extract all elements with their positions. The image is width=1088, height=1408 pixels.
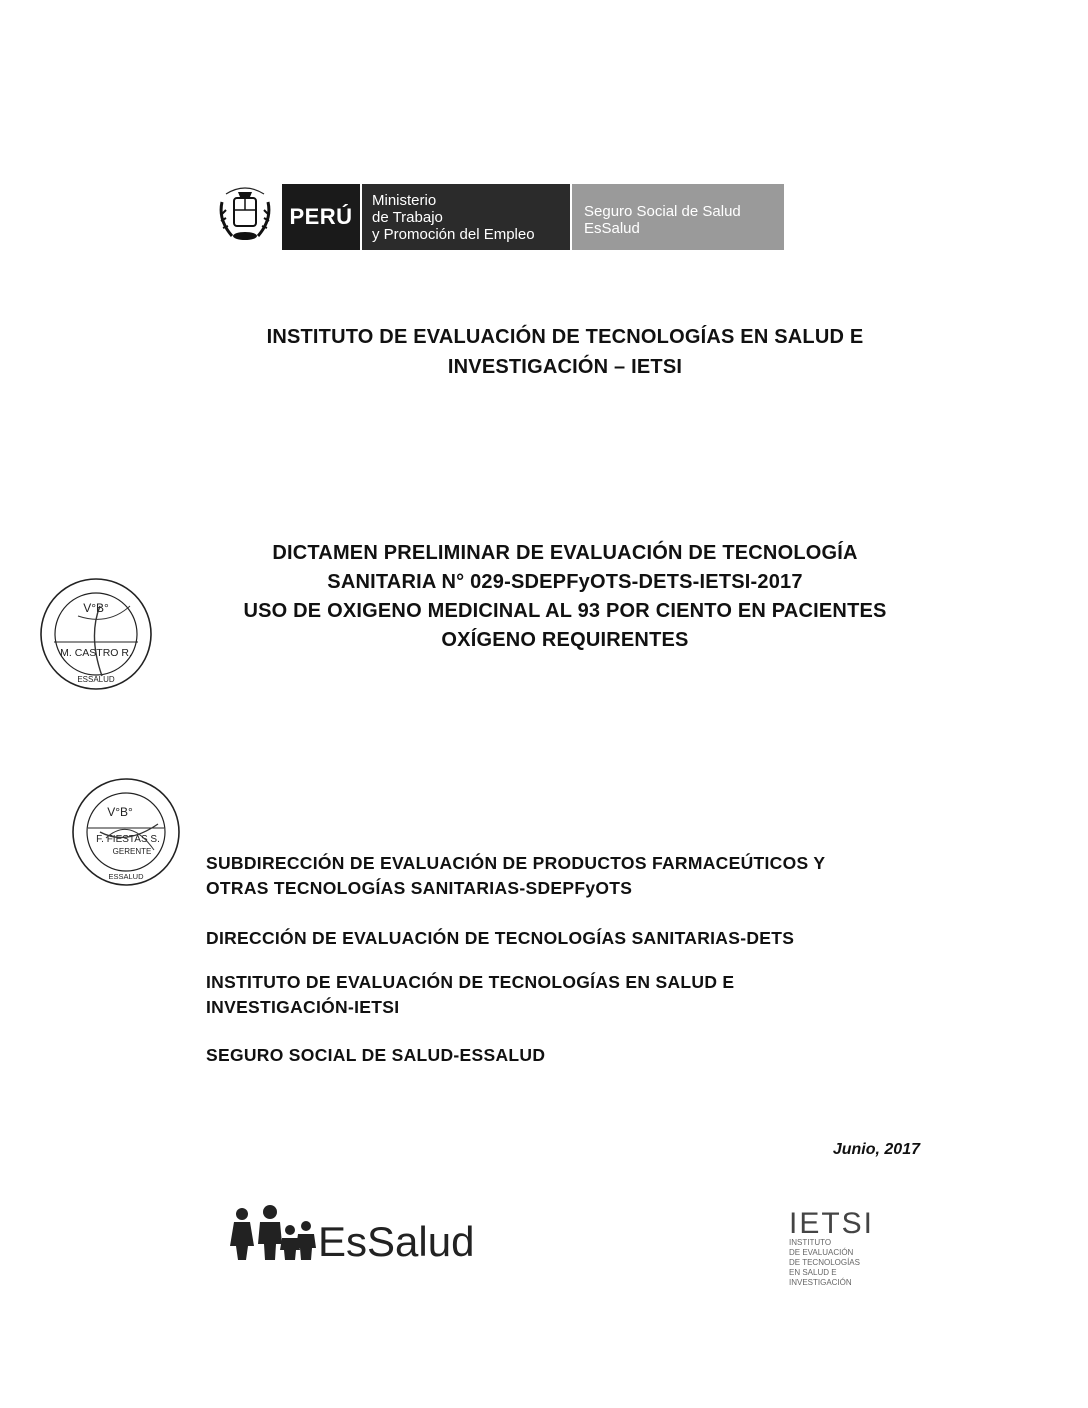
stamp-vb-text: V°B° <box>107 805 133 819</box>
document-date: Junio, 2017 <box>832 1141 920 1158</box>
ietsi-sub-line: INVESTIGACIÓN <box>789 1278 852 1287</box>
stamp-role-text: GERENTE <box>112 847 152 856</box>
ietsi-sub-line: INSTITUTO <box>789 1238 832 1247</box>
institute-title <box>200 322 930 382</box>
approval-stamp-fiestas <box>70 776 182 888</box>
ietsi-sub-line: EN SALUD E <box>789 1268 837 1277</box>
authority-block <box>206 926 926 951</box>
essalud-banner-label <box>572 184 784 250</box>
title-line: OXÍGENO REQUIRENTES <box>441 629 689 651</box>
title-line: USO DE OXIGENO MEDICINAL AL 93 POR CIENTO EN PACIENTES <box>243 600 887 622</box>
title-line: SANITARIA N° 029-SDEPFyOTS-DETS-IETSI-2017 <box>327 571 803 593</box>
essalud-line: Seguro Social de Salud <box>584 203 741 220</box>
peru-coat-of-arms-icon <box>212 180 278 252</box>
stamp-name-text: M. CASTRO R. <box>60 647 132 659</box>
peru-label: PERÚ <box>282 184 360 250</box>
approval-stamp-castro <box>38 576 154 692</box>
authority-line: SEGURO SOCIAL DE SALUD-ESSALUD <box>206 1045 546 1065</box>
essalud-logo-text: EsSalud <box>318 1218 475 1265</box>
ministry-line: y Promoción del Empleo <box>372 226 535 243</box>
authority-line: OTRAS TECNOLOGÍAS SANITARIAS-SDEPFyOTS <box>206 878 633 898</box>
authority-block <box>206 851 926 901</box>
stamp-vb-text: V°B° <box>83 601 109 615</box>
stamp-footer-text: ESSALUD <box>108 872 144 881</box>
authority-block <box>206 970 926 1020</box>
authority-block <box>206 1043 926 1068</box>
authority-line: DIRECCIÓN DE EVALUACIÓN DE TECNOLOGÍAS SANITARIAS-DETS <box>206 928 795 948</box>
title-line: DICTAMEN PRELIMINAR DE EVALUACIÓN DE TECNOLOGÍA <box>272 542 858 564</box>
authority-line: INSTITUTO DE EVALUACIÓN DE TECNOLOGÍAS EN SALUD E <box>206 972 735 992</box>
ministry-line: Ministerio <box>372 192 437 209</box>
essalud-logo <box>228 1200 488 1270</box>
ministry-label <box>362 184 570 250</box>
family-figures-icon <box>230 1205 316 1260</box>
ietsi-logo-text: IETSI <box>789 1207 875 1240</box>
title-line: INVESTIGACIÓN – IETSI <box>447 356 683 378</box>
ietsi-sub-line: DE EVALUACIÓN <box>789 1248 854 1257</box>
stamp-name-text: F. FIESTAS S. <box>96 834 160 845</box>
title-line: INSTITUTO DE EVALUACIÓN DE TECNOLOGÍAS EN SALUD E <box>266 326 864 348</box>
authority-line: SUBDIRECCIÓN DE EVALUACIÓN DE PRODUCTOS FARMACEÚTICOS Y <box>206 853 826 873</box>
stamp-footer-text: ESSALUD <box>77 675 115 684</box>
essalud-line: EsSalud <box>584 220 640 237</box>
authority-line: INVESTIGACIÓN-IETSI <box>206 997 400 1017</box>
ietsi-sub-line: DE TECNOLOGÍAS <box>789 1258 860 1267</box>
ietsi-logo <box>785 1205 895 1295</box>
ministry-line: de Trabajo <box>372 209 443 226</box>
dictamen-title <box>200 539 930 655</box>
